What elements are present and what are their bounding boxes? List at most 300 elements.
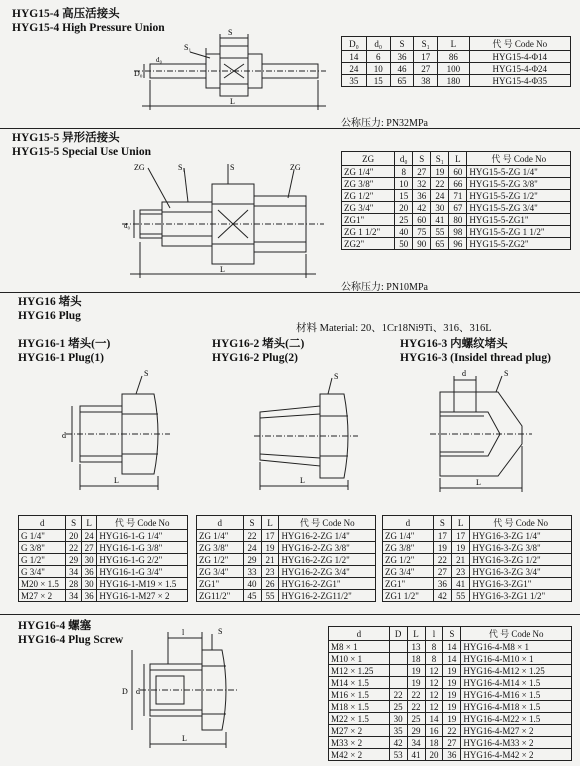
column-header: d₀ (366, 37, 390, 51)
table-cell: 55 (452, 590, 470, 602)
table-cell: 36 (433, 578, 451, 590)
table-row (197, 542, 376, 554)
table-row (342, 75, 571, 87)
s1-label-s: S (228, 28, 233, 37)
table-row (197, 554, 376, 566)
s4-label-d: d (136, 687, 140, 696)
table-cell: ZG1" (342, 214, 395, 226)
table-cell: ZG 3/4" (342, 202, 395, 214)
table-cell: 17 (452, 530, 470, 542)
table-cell: 34 (407, 737, 425, 749)
table-cell: M27 × 2 (19, 590, 66, 602)
table-cell: M33 × 2 (329, 737, 390, 749)
column-header: d (197, 516, 244, 530)
table-row (329, 641, 572, 653)
table-cell: 27 (81, 542, 96, 554)
table-cell: 66 (449, 178, 467, 190)
table-cell: 23 (261, 566, 279, 578)
table-cell: 19 (443, 689, 461, 701)
table-cell: ZG 1/4" (383, 530, 434, 542)
column-header: S₁ (414, 37, 438, 51)
divider (0, 292, 580, 293)
s1-spec-table (341, 36, 571, 87)
table-cell: HYG15-5-ZG 1 1/2" (467, 226, 571, 238)
table-cell: 22 (66, 542, 81, 554)
table-cell: HYG15-5-ZG1" (467, 214, 571, 226)
column-header: 代 号 Code No (470, 516, 572, 530)
table-cell: 35 (389, 725, 407, 737)
table-cell: HYG16-3-ZG1" (470, 578, 572, 590)
table-cell: 19 (443, 665, 461, 677)
table-cell: 65 (431, 238, 449, 250)
table-cell: ZG1" (383, 578, 434, 590)
table-cell: HYG16-3-ZG 3/4" (470, 566, 572, 578)
table-cell: HYG16-3-ZG1 1/2" (470, 590, 572, 602)
table-cell: 6 (366, 51, 390, 63)
table-cell: HYG16-4-M22 × 1.5 (461, 713, 572, 725)
table-cell: 14 (443, 641, 461, 653)
table-cell: 45 (243, 590, 261, 602)
p2-spec-table (196, 515, 376, 602)
table-cell: 40 (243, 578, 261, 590)
column-header: D (389, 627, 407, 641)
table-cell: 41 (407, 749, 425, 761)
table-row (197, 590, 376, 602)
table-cell: 14 (443, 653, 461, 665)
table-cell: HYG16-4-M10 × 1 (461, 653, 572, 665)
p2-title-cn: HYG16-2 堵头(二) (212, 338, 305, 350)
column-header: 代 号 Code No (467, 152, 571, 166)
column-header: ZG (342, 152, 395, 166)
table-cell: HYG16-1-G 3/4" (97, 566, 188, 578)
s2-label-d: d₀ (124, 222, 130, 230)
table-cell: HYG15-4-Φ14 (469, 51, 570, 63)
table-cell: HYG16-2-ZG 1/2" (279, 554, 376, 566)
table-cell: HYG16-4-M42 × 2 (461, 749, 572, 761)
table-cell: HYG16-4-M27 × 2 (461, 725, 572, 737)
table-cell: 90 (413, 238, 431, 250)
table-cell: 30 (431, 202, 449, 214)
table-cell: 40 (395, 226, 413, 238)
table-cell: 36 (81, 566, 96, 578)
table-cell: 27 (443, 737, 461, 749)
table-row (19, 578, 188, 590)
table-cell: 65 (390, 75, 414, 87)
table-cell: 17 (261, 530, 279, 542)
table-cell: 15 (395, 190, 413, 202)
s1-union-drawing (130, 24, 330, 124)
table-cell: ZG 1/4" (342, 166, 395, 178)
table-cell: HYG16-2-ZG11/2" (279, 590, 376, 602)
table-cell: 24 (243, 542, 261, 554)
table-cell: M42 × 2 (329, 749, 390, 761)
table-row (342, 238, 571, 250)
table-cell: HYG16-3-ZG 1/4" (470, 530, 572, 542)
table-cell: ZG 3/4" (197, 566, 244, 578)
table-cell: M27 × 2 (329, 725, 390, 737)
table-cell: ZG 3/8" (342, 178, 395, 190)
table-cell: 8 (425, 641, 443, 653)
table-cell: HYG15-5-ZG2" (467, 238, 571, 250)
column-header: S (243, 516, 261, 530)
s2-label-l: L (220, 265, 225, 274)
table-row (329, 689, 572, 701)
p2-label-l: L (300, 476, 305, 485)
p1-title-en: HYG16-1 Plug(1) (18, 352, 104, 364)
table-cell: 75 (413, 226, 431, 238)
p3-spec-table (382, 515, 572, 602)
table-cell: 46 (390, 63, 414, 75)
column-header: L (449, 152, 467, 166)
table-cell: 32 (413, 178, 431, 190)
table-cell: 18 (407, 653, 425, 665)
table-cell: ZG11/2" (197, 590, 244, 602)
table-cell: 19 (407, 665, 425, 677)
p1-spec-table (18, 515, 188, 602)
table-cell: 86 (438, 51, 469, 63)
table-cell: 16 (425, 725, 443, 737)
column-header: l (425, 627, 443, 641)
s1-title-cn: HYG15-4 高压活接头 (12, 8, 120, 20)
column-header: d (19, 516, 66, 530)
table-header-row (342, 37, 571, 51)
column-header: S (443, 627, 461, 641)
table-cell: 33 (243, 566, 261, 578)
table-cell: 42 (433, 590, 451, 602)
table-cell: HYG16-2-ZG 1/4" (279, 530, 376, 542)
table-cell: M20 × 1.5 (19, 578, 66, 590)
s4-label-l: l (182, 628, 185, 637)
table-row (329, 713, 572, 725)
table-row (329, 653, 572, 665)
s4-plug-screw-drawing (108, 620, 258, 756)
table-cell: ZG1 1/2" (383, 590, 434, 602)
table-cell: 35 (342, 75, 367, 87)
table-cell: 30 (81, 554, 96, 566)
s3-material: 材料 Material: 20、1Cr18Ni9Ti、316、316L (296, 323, 492, 334)
table-row (197, 566, 376, 578)
p3-label-l: L (476, 478, 481, 487)
table-cell: 22 (431, 178, 449, 190)
s2-spec-table (341, 151, 571, 250)
table-cell: M22 × 1.5 (329, 713, 390, 725)
p1-plug-drawing (58, 366, 178, 498)
table-row (342, 202, 571, 214)
table-cell: 41 (431, 214, 449, 226)
table-cell: 12 (425, 665, 443, 677)
column-header: S (66, 516, 81, 530)
table-cell: 10 (395, 178, 413, 190)
s4-title-en: HYG16-4 Plug Screw (18, 634, 124, 646)
table-cell: ZG1" (197, 578, 244, 590)
table-cell: 19 (431, 166, 449, 178)
table-cell: HYG15-4-Φ24 (469, 63, 570, 75)
table-cell: 29 (407, 725, 425, 737)
table-cell: ZG 1 1/2" (342, 226, 395, 238)
table-row (342, 178, 571, 190)
table-row (329, 737, 572, 749)
column-header: L (81, 516, 96, 530)
table-header-row (342, 152, 571, 166)
s1-label-s1: S₁ (184, 43, 192, 52)
column-header: L (261, 516, 279, 530)
s2-label-s: S (230, 163, 235, 172)
s4-label-dd: D (122, 687, 128, 696)
p3-title-en: HYG16-3 (Insidel thread plug) (400, 352, 551, 364)
p1-title-cn: HYG16-1 堵头(一) (18, 338, 111, 350)
s4-spec-table (328, 626, 572, 761)
table-cell: 15 (366, 75, 390, 87)
table-row (19, 554, 188, 566)
table-cell: 22 (433, 554, 451, 566)
table-cell (389, 665, 407, 677)
p2-label-s: S (334, 372, 339, 381)
table-cell (389, 653, 407, 665)
table-cell: HYG16-1-G 2/2" (97, 554, 188, 566)
table-cell: G 1/4" (19, 530, 66, 542)
table-row (383, 578, 572, 590)
table-cell: 30 (389, 713, 407, 725)
table-cell: 14 (342, 51, 367, 63)
s2-title-cn: HYG15-5 异形活接头 (12, 132, 120, 144)
column-header: S (433, 516, 451, 530)
table-cell: HYG16-4-M18 × 1.5 (461, 701, 572, 713)
table-cell: 19 (433, 542, 451, 554)
table-row (329, 749, 572, 761)
table-cell: 19 (443, 677, 461, 689)
table-cell: 53 (389, 749, 407, 761)
table-cell: 36 (81, 590, 96, 602)
table-cell: 50 (395, 238, 413, 250)
column-header: S (413, 152, 431, 166)
table-cell: 29 (66, 554, 81, 566)
table-cell: HYG16-4-M12 × 1.25 (461, 665, 572, 677)
table-cell: 24 (81, 530, 96, 542)
table-row (329, 677, 572, 689)
table-cell: 96 (449, 238, 467, 250)
s1-label-d: d₀ (156, 56, 162, 64)
table-cell: 25 (407, 713, 425, 725)
table-cell: 22 (243, 530, 261, 542)
table-cell: HYG16-4-M14 × 1.5 (461, 677, 572, 689)
table-row (19, 566, 188, 578)
table-cell: 25 (395, 214, 413, 226)
table-cell: 14 (425, 713, 443, 725)
s4-title-cn: HYG16-4 螺塞 (18, 620, 92, 632)
p1-label-l: L (114, 476, 119, 485)
table-cell: 12 (425, 701, 443, 713)
table-cell: G 3/8" (19, 542, 66, 554)
table-cell: 24 (431, 190, 449, 202)
table-header-row (19, 516, 188, 530)
table-cell: HYG15-5-ZG 3/8" (467, 178, 571, 190)
table-row (19, 590, 188, 602)
table-cell: HYG16-2-ZG 3/4" (279, 566, 376, 578)
table-cell: 13 (407, 641, 425, 653)
table-cell: M8 × 1 (329, 641, 390, 653)
table-row (342, 214, 571, 226)
table-cell: M12 × 1.25 (329, 665, 390, 677)
table-row (383, 590, 572, 602)
table-cell: M16 × 1.5 (329, 689, 390, 701)
s2-label-zg-left: ZG (134, 163, 145, 172)
table-cell: 8 (395, 166, 413, 178)
divider (0, 614, 580, 615)
table-cell: ZG 3/4" (383, 566, 434, 578)
table-cell: G 3/4" (19, 566, 66, 578)
table-cell: 27 (414, 63, 438, 75)
table-cell: M14 × 1.5 (329, 677, 390, 689)
table-cell: HYG16-1-G 3/8" (97, 542, 188, 554)
table-cell: HYG16-2-ZG 3/8" (279, 542, 376, 554)
table-row (19, 530, 188, 542)
table-cell: 28 (66, 578, 81, 590)
table-cell: 36 (390, 51, 414, 63)
column-header: d₀ (395, 152, 413, 166)
s4-label-ll: L (182, 734, 187, 743)
table-cell: 19 (261, 542, 279, 554)
table-row (329, 725, 572, 737)
table-cell: 25 (389, 701, 407, 713)
table-row (342, 166, 571, 178)
table-cell: 67 (449, 202, 467, 214)
table-cell: ZG 1/4" (197, 530, 244, 542)
table-cell: 8 (425, 653, 443, 665)
table-cell: 34 (66, 590, 81, 602)
table-row (383, 542, 572, 554)
table-cell: 27 (433, 566, 451, 578)
p1-label-d: d (62, 431, 66, 440)
table-row (383, 530, 572, 542)
column-header: 代 号 Code No (469, 37, 570, 51)
table-cell: 38 (414, 75, 438, 87)
table-row (342, 51, 571, 63)
table-cell: 24 (342, 63, 367, 75)
table-cell: 41 (452, 578, 470, 590)
p3-label-d: d (462, 369, 466, 378)
column-header: L (438, 37, 469, 51)
table-cell: 19 (407, 677, 425, 689)
s1-title-en: HYG15-4 High Pressure Union (12, 22, 165, 34)
table-cell: 34 (66, 566, 81, 578)
table-cell: 23 (452, 566, 470, 578)
divider (0, 128, 580, 129)
column-header: S (390, 37, 414, 51)
table-cell: ZG 1/2" (383, 554, 434, 566)
table-row (329, 701, 572, 713)
table-cell: 36 (443, 749, 461, 761)
table-cell: HYG16-3-ZG 3/8" (470, 542, 572, 554)
table-cell: HYG16-4-M8 × 1 (461, 641, 572, 653)
table-cell: 20 (425, 749, 443, 761)
table-cell: HYG16-1-M27 × 2 (97, 590, 188, 602)
table-header-row (383, 516, 572, 530)
table-row (383, 566, 572, 578)
p3-plug-drawing (426, 366, 536, 498)
column-header: L (452, 516, 470, 530)
s2-pressure: 公称压力: PN10MPa (341, 282, 428, 293)
table-cell: 180 (438, 75, 469, 87)
s2-title-en: HYG15-5 Special Use Union (12, 146, 151, 158)
s1-label-d0: D₀ (134, 69, 143, 78)
table-row (342, 63, 571, 75)
table-cell: G 1/2" (19, 554, 66, 566)
table-cell: ZG 1/2" (197, 554, 244, 566)
s1-pressure: 公称压力: PN32MPa (341, 118, 428, 129)
table-cell: 18 (425, 737, 443, 749)
table-cell: M10 × 1 (329, 653, 390, 665)
table-cell: 20 (66, 530, 81, 542)
table-cell: 60 (413, 214, 431, 226)
column-header: L (407, 627, 425, 641)
table-cell: HYG16-4-M16 × 1.5 (461, 689, 572, 701)
s2-union-drawing (118, 162, 328, 284)
table-cell (389, 641, 407, 653)
s3-title-en: HYG16 Plug (18, 310, 81, 322)
table-cell: HYG15-5-ZG 3/4" (467, 202, 571, 214)
table-row (197, 530, 376, 542)
table-cell: 71 (449, 190, 467, 202)
table-cell: ZG 3/8" (197, 542, 244, 554)
p3-title-cn: HYG16-3 内螺纹堵头 (400, 338, 508, 350)
table-cell: 26 (261, 578, 279, 590)
table-cell: 100 (438, 63, 469, 75)
table-cell: HYG16-3-ZG 1/2" (470, 554, 572, 566)
table-cell (389, 677, 407, 689)
table-cell: 19 (443, 701, 461, 713)
table-cell: 20 (395, 202, 413, 214)
table-cell: 10 (366, 63, 390, 75)
table-cell: HYG16-4-M33 × 2 (461, 737, 572, 749)
column-header: D₀ (342, 37, 367, 51)
table-cell: 22 (443, 725, 461, 737)
table-cell: HYG15-5-ZG 1/2" (467, 190, 571, 202)
table-cell: 42 (389, 737, 407, 749)
table-cell: 55 (261, 590, 279, 602)
table-cell: HYG16-1-G 1/4" (97, 530, 188, 542)
table-cell: 12 (425, 689, 443, 701)
table-cell: 98 (449, 226, 467, 238)
column-header: 代 号 Code No (461, 627, 572, 641)
p3-label-s: S (504, 369, 509, 378)
table-header-row (197, 516, 376, 530)
table-cell: 27 (413, 166, 431, 178)
column-header: 代 号 Code No (279, 516, 376, 530)
table-cell: 22 (407, 701, 425, 713)
s2-label-zg-right: ZG (290, 163, 301, 172)
table-cell: HYG15-5-ZG 1/4" (467, 166, 571, 178)
table-cell: 19 (443, 713, 461, 725)
table-cell: 29 (243, 554, 261, 566)
s1-label-l: L (230, 97, 235, 106)
table-cell: M18 × 1.5 (329, 701, 390, 713)
table-cell: 21 (452, 554, 470, 566)
table-cell: ZG 1/2" (342, 190, 395, 202)
table-cell: 36 (413, 190, 431, 202)
table-row (19, 542, 188, 554)
table-row (383, 554, 572, 566)
table-row (342, 190, 571, 202)
table-cell: 60 (449, 166, 467, 178)
s2-label-s1: S₁ (178, 163, 186, 172)
table-cell: HYG16-1-M19 × 1.5 (97, 578, 188, 590)
table-cell: 17 (414, 51, 438, 63)
table-cell: ZG2" (342, 238, 395, 250)
table-cell: 22 (407, 689, 425, 701)
table-cell: 12 (425, 677, 443, 689)
table-cell: 80 (449, 214, 467, 226)
table-cell: 55 (431, 226, 449, 238)
